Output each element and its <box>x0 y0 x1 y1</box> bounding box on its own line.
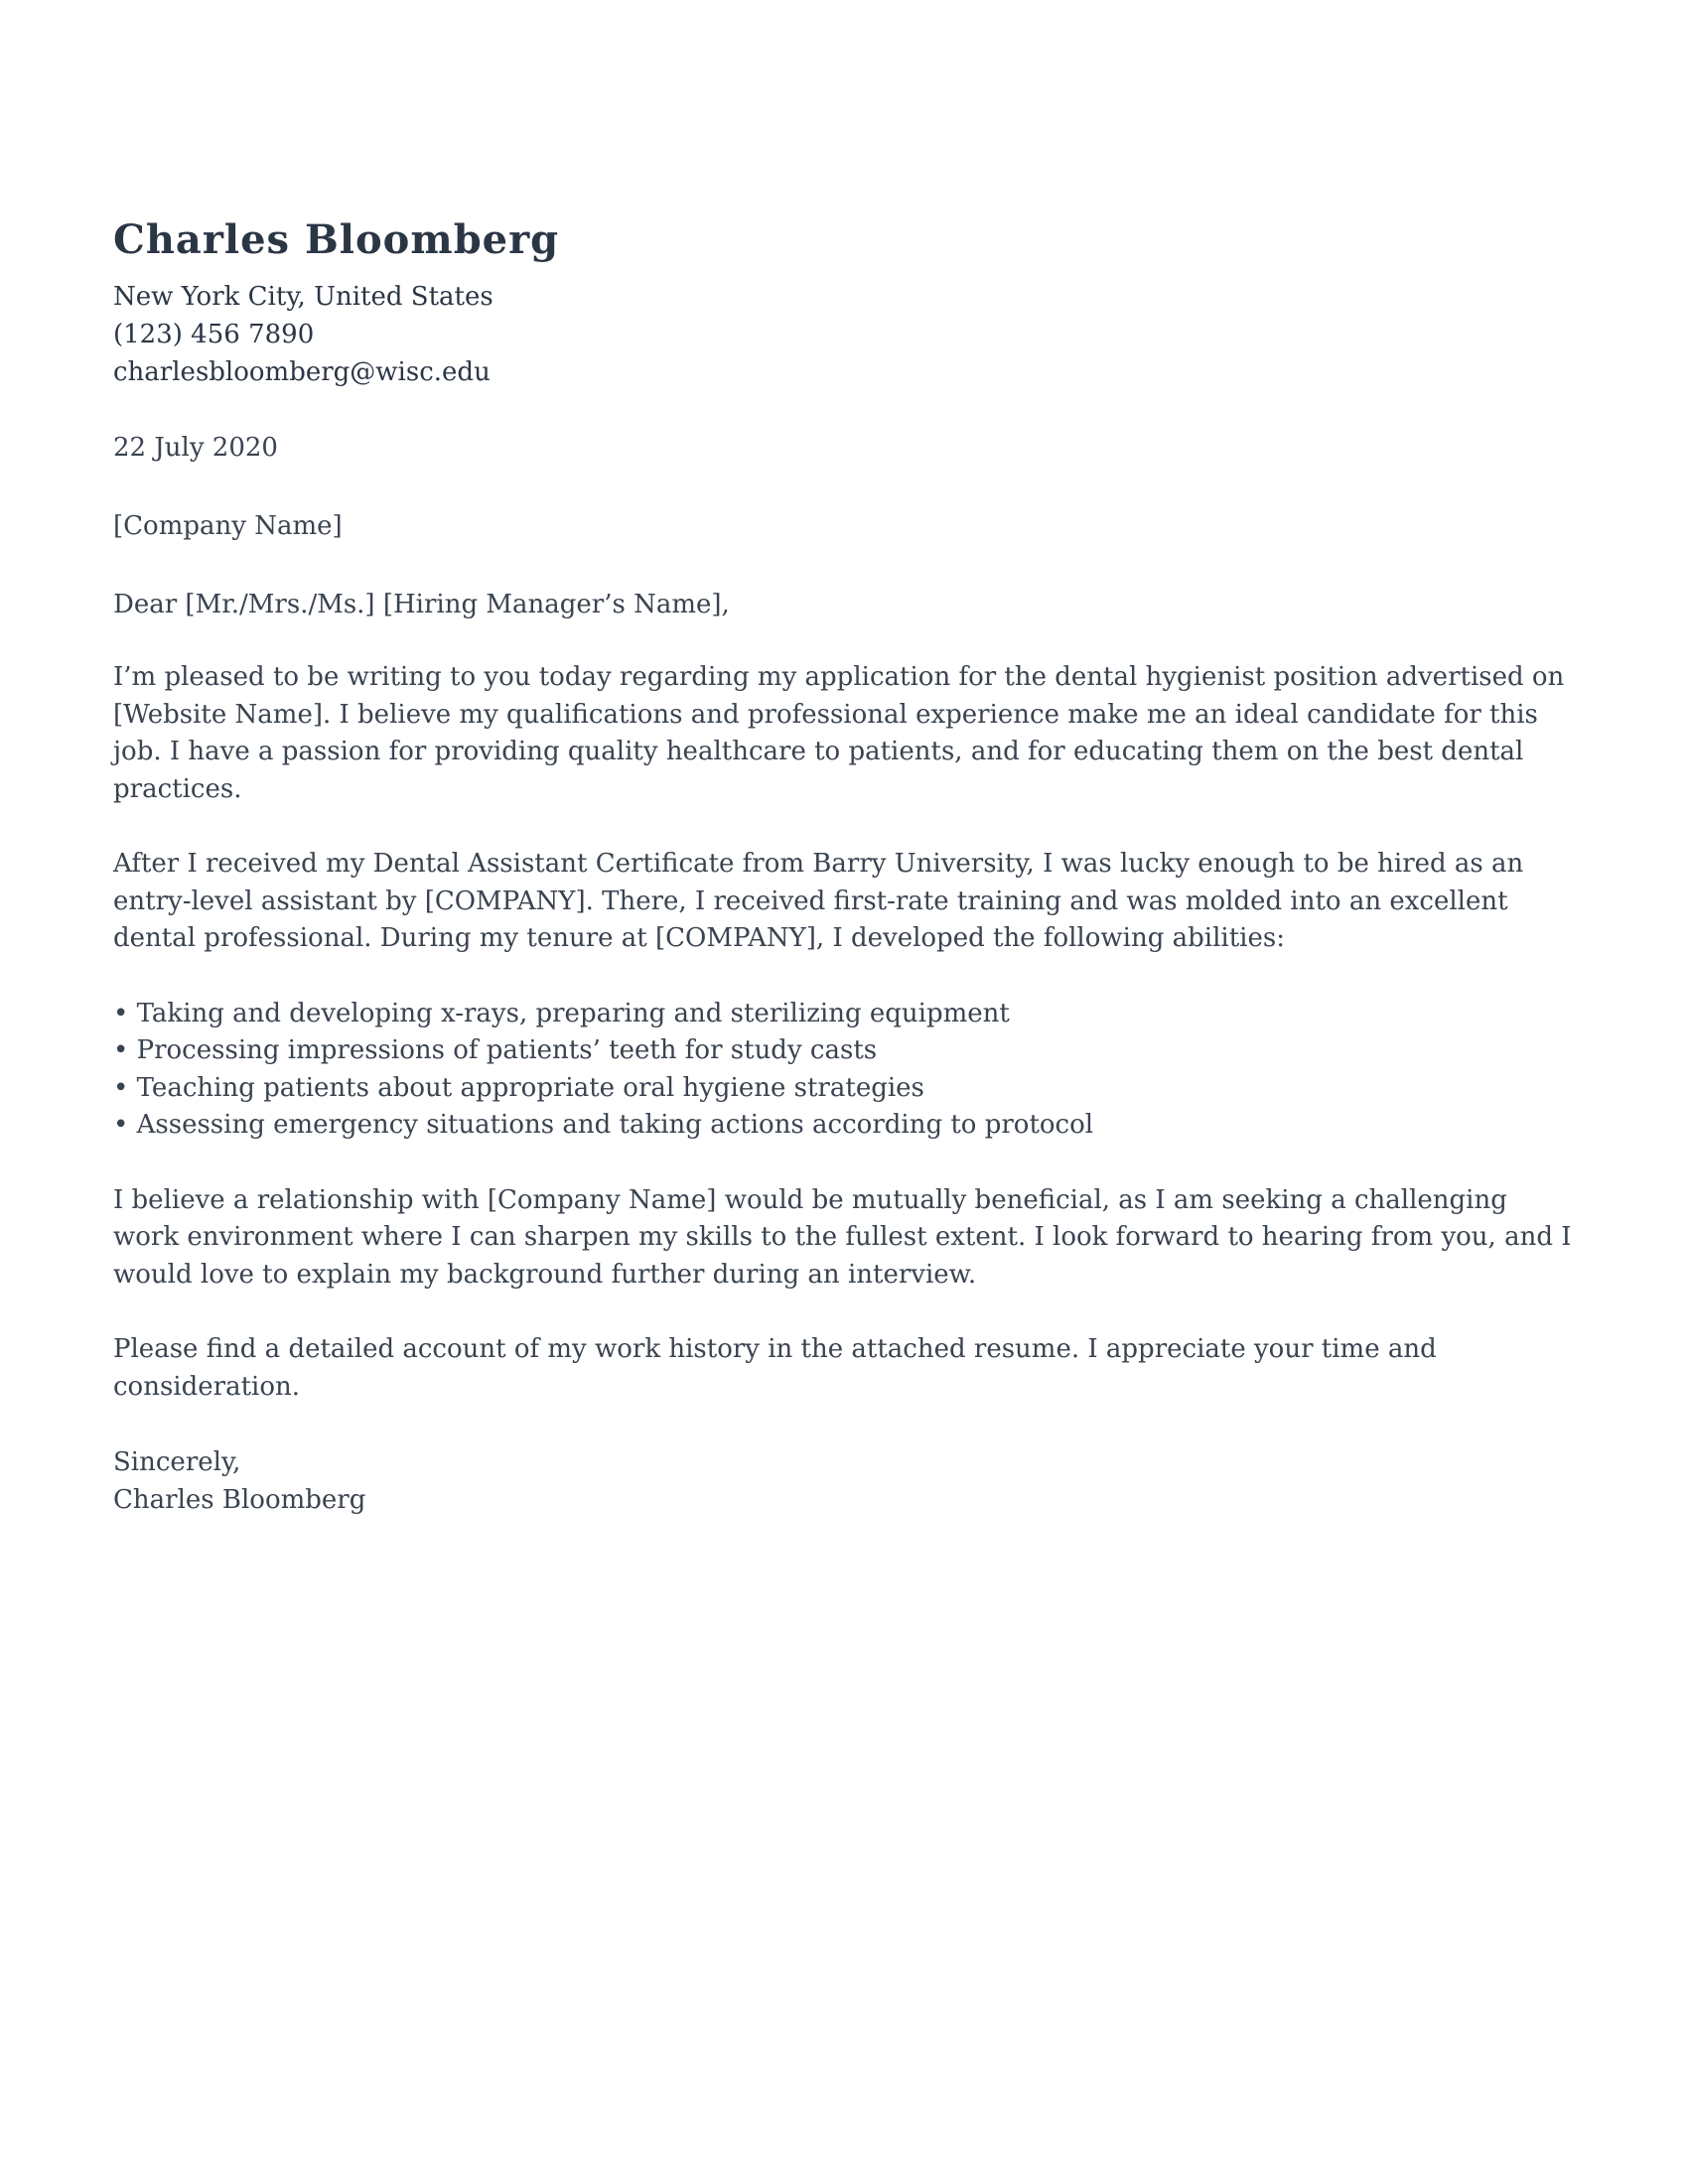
list-item: • Teaching patients about appropriate oral hygiene strategies <box>113 1070 1573 1108</box>
letter-date: 22 July 2020 <box>113 433 278 463</box>
recipient-company: [Company Name] <box>113 511 343 541</box>
sender-name: Charles Bloomberg <box>113 216 560 263</box>
cover-letter-page <box>113 216 1573 1519</box>
body-paragraph-3: I believe a relationship with [Company Name] would be mutually beneficial, as I am seeking a challenging work environment where I can sharpen my skills to the fullest extent. I look forward to hearing from you, and I would love to explain my background further during an interview. <box>113 1184 1572 1290</box>
sender-email: charlesbloomberg@wisc.edu <box>113 357 491 387</box>
abilities-list <box>113 996 1573 1145</box>
closing-block <box>113 1443 1573 1519</box>
list-item: • Assessing emergency situations and taking actions according to protocol <box>113 1107 1573 1145</box>
salutation: Dear [Mr./Mrs./Ms.] [Hiring Manager’s Name], <box>113 590 730 619</box>
list-item: • Processing impressions of patients’ teeth for study casts <box>113 1032 1573 1070</box>
list-item: • Taking and developing x-rays, preparing and sterilizing equipment <box>113 996 1573 1033</box>
body-paragraph-4: Please find a detailed account of my work history in the attached resume. I appreciate your time and consideration. <box>113 1334 1437 1402</box>
body-paragraph-2: After I received my Dental Assistant Certificate from Barry University, I was lucky enough to be hired as an entry-level assistant by [COMPANY]. There, I received first-rate training and was molded into an excellent dental professional. During my tenure at [COMPANY], I developed the following abilities: <box>113 849 1524 953</box>
body-paragraph-1: I’m pleased to be writing to you today regarding my application for the dental hygienist position advertised on [Website Name]. I believe my qualifications and professional experience make me an ideal candidate for this job. I have a passion for providing quality healthcare to patients, and for educating them on the best dental practices. <box>113 662 1565 804</box>
sender-phone: (123) 456 7890 <box>113 320 315 349</box>
signature: Charles Bloomberg <box>113 1485 366 1515</box>
contact-block <box>113 278 1573 391</box>
closing-phrase: Sincerely, <box>113 1447 241 1477</box>
sender-location: New York City, United States <box>113 282 493 312</box>
